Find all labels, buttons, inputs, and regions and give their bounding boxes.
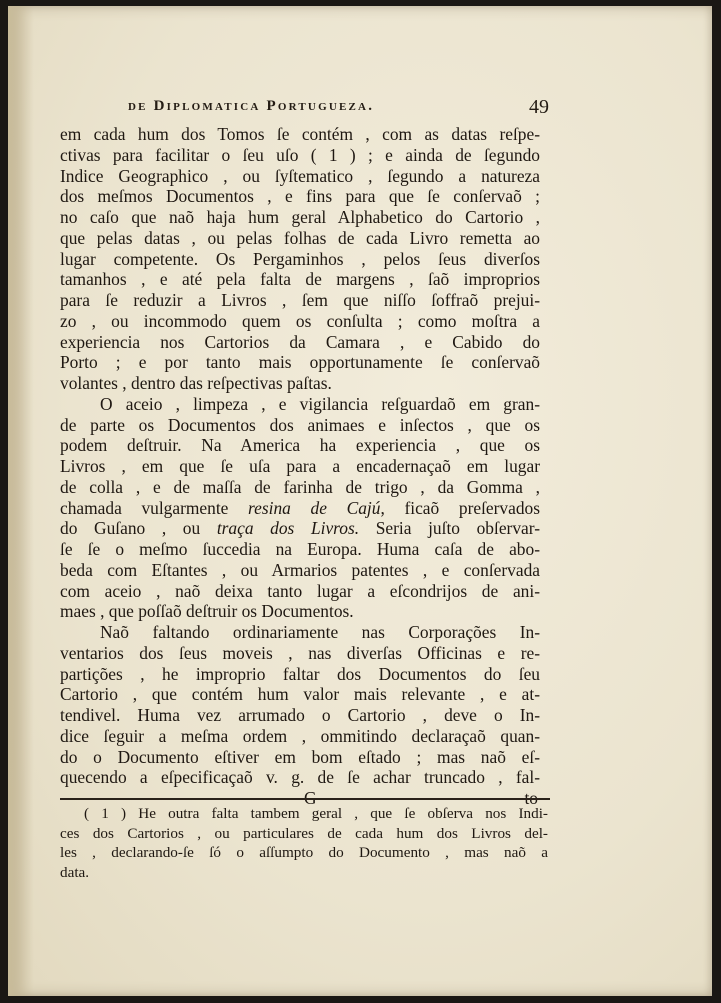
text-segment: chamada vulgarmente [60,497,229,518]
footnote [60,804,548,882]
text-line: no caſo que naõ haja hum geral Alphabetico do Cartorio , [60,207,540,227]
text-line: partições , he improprio faltar dos Documentos do ſeu [60,663,540,684]
paragraph-start-line: Naõ faltando ordinariamente nas Corporações In- [100,622,540,642]
text-line: quecendo a eſpecificaçaõ v. g. de ſe achar truncado , fal- [60,767,540,788]
text-line: zo , ou incommodo quem os conſulta ; como moſtra a [60,310,540,331]
text-line: dice ſeguir a meſma ordem , ommitindo declaraçaõ quan- [60,725,540,746]
text-line: de colla , e de maſſa de farinha de trigo , da Gomma , [60,476,540,497]
running-head [128,98,553,120]
text-line: ventarios dos ſeus moveis , nas diverſas Officinas e re- [60,642,540,663]
text-line: Cartorio , que contém hum valor mais relevante , e at- [60,684,540,705]
italic-term-traca: traça dos Livros. [216,518,360,539]
text-line: experiencia nos Cartorios da Camara , e Cabido do [60,331,540,352]
text-line: ctivas para facilitar o ſeu uſo ( 1 ) ; e ainda de ſegundo [60,144,540,165]
italic-term-resina: resina de Cajú [248,497,381,518]
text-line: lugar competente. Os Pergaminhos , pelos ſeus diverſos [60,248,540,269]
text-line: volantes , dentro das reſpectivas paſtas. [60,373,332,393]
text-line: Livros , em que ſe uſa para a encadernaçaõ em lugar [60,456,540,476]
text-line: para ſe reduzir a Livros , ſem que niſſo ſoffraõ prejui- [60,290,540,310]
text-line: Porto ; e por tanto mais opportunamente ſe conſervaõ [60,352,540,373]
footnote-line: ( 1 ) He outra falta tambem geral , que ſe obſerva nos Indi- [84,805,548,822]
text-line: que pelas datas , ou pelas folhas de cada Livro remetta ao [60,227,540,248]
page-number: 49 [529,96,549,118]
text-line: com aceio , naõ deixa tanto lugar a eſcondrijos de ani- [60,580,540,601]
text-line: de parte os Documentos dos animaes e inſectos , que os [60,414,540,435]
text-segment: , ficaõ preſervados [380,497,541,518]
text-line: beda com Eſtantes , ou Armarios patentes , e conſervada [60,559,540,580]
footnote-line: les , declarando-ſe ſó o aſſumpto do Documento , mas naõ a [60,844,548,861]
text-line: Indice Geographico , ou ſyſtematico , ſegundo a natureza [60,165,540,186]
footnote-line: data. [60,863,90,881]
text-line: dos meſmos Documentos , e fins para que ſe conſervaõ ; [60,186,540,207]
footnote-rule [60,798,550,800]
text-line: podem deſtruir. Na America ha experiencia , que os [60,435,540,456]
binding-gutter [8,6,34,996]
text-line: tendivel. Huma vez arrumado o Cartorio , deve o In- [60,705,540,725]
text-line: tamanhos , e até pela falta de margens , ſaõ improprios [60,269,540,290]
text-line: em cada hum dos Tomos ſe contém , com as datas reſpe- [60,124,540,144]
text-line: ſe ſe o meſmo ſuccedia na Europa. Huma caſa de abo- [60,539,540,559]
text-segment: do Guſano , ou [60,518,201,539]
text-line-with-italic [60,498,540,519]
paragraph-start-line: O aceio , limpeza , e vigilancia reſguardaõ em gran- [100,393,540,414]
book-page [8,6,712,996]
text-segment: Seria juſto obſervar- [375,518,540,539]
text-line-with-italic [60,518,540,539]
text-line: maes , que poſſaõ deſtruir os Documentos. [60,601,354,622]
body-text [60,124,540,809]
text-line: do o Documento eſtiver em bom eſtado ; mas naõ eſ- [60,746,540,767]
footnote-line: ces dos Cartorios , ou particulares de cada hum dos Livros del- [60,824,548,842]
running-title: de Diplomatica Portugueza. [128,98,375,114]
